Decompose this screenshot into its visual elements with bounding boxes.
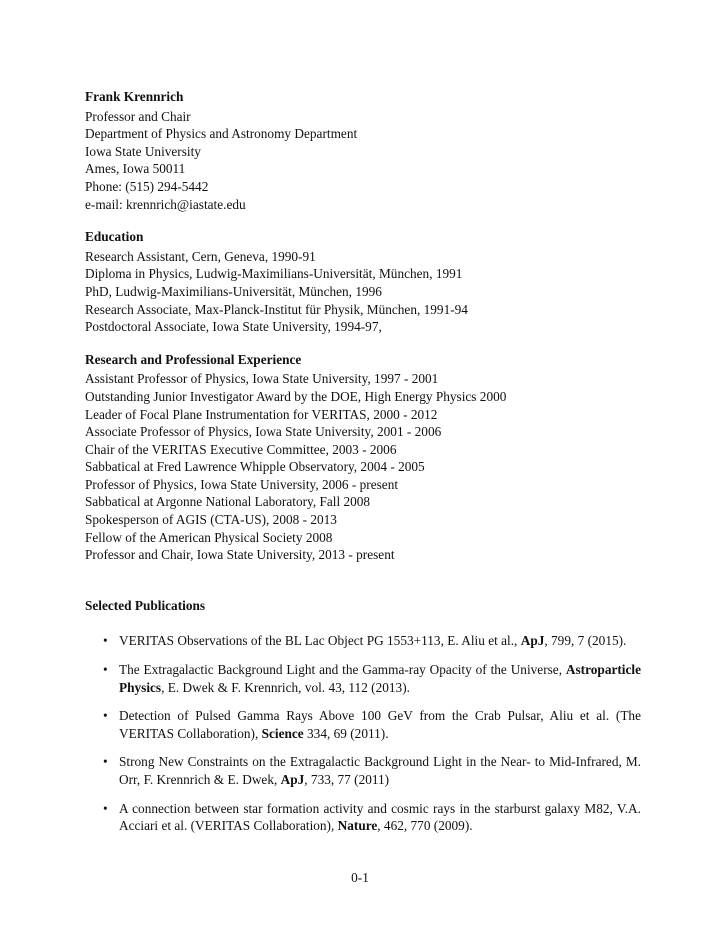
experience-item: Leader of Focal Plane Instrumentation for VERITAS, 2000 - 2012 <box>85 406 438 422</box>
publication-text: Detection of Pulsed Gamma Rays Above 100 GeV from the Crab Pulsar, Aliu et al. (The VERITAS Collaboration), <box>119 708 641 741</box>
publications-heading: Selected Publications <box>85 597 206 613</box>
education-item: Diploma in Physics, Ludwig-Maximilians-Universität, München, 1991 <box>85 266 463 282</box>
experience-item: Sabbatical at Argonne National Laboratory, Fall 2008 <box>85 494 371 510</box>
publication-journal: Science <box>261 725 304 741</box>
publication-item <box>85 753 641 788</box>
publication-text: VERITAS Observations of the BL Lac Object PG 1553+113, E. Aliu et al., <box>119 633 521 649</box>
education-section <box>85 228 641 336</box>
experience-item: Outstanding Junior Investigator Award by the DOE, High Energy Physics 2000 <box>85 388 507 404</box>
publication-text: , 462, 770 (2009). <box>377 818 473 834</box>
publication-text: , E. Dwek & F. Krennrich, vol. 43, 112 (2013). <box>161 679 410 695</box>
contact-line: Iowa State University <box>85 143 201 159</box>
publication-item <box>85 707 641 742</box>
experience-item: Sabbatical at Fred Lawrence Whipple Observatory, 2004 - 2005 <box>85 459 425 475</box>
contact-block <box>85 88 641 213</box>
education-item: Research Assistant, Cern, Geneva, 1990-91 <box>85 248 316 264</box>
publication-text: 334, 69 (2011). <box>303 725 389 741</box>
experience-heading: Research and Professional Experience <box>85 351 302 367</box>
experience-section <box>85 351 641 564</box>
publication-list <box>85 632 641 834</box>
contact-email: e-mail: krennrich@iastate.edu <box>85 196 246 212</box>
publication-text: , 799, 7 (2015). <box>544 633 627 649</box>
page-number: 0-1 <box>351 870 369 885</box>
bullet-icon: • <box>103 754 108 770</box>
cv-page <box>85 88 641 846</box>
publication-journal: ApJ <box>280 772 305 787</box>
publication-journal: ApJ <box>520 633 545 649</box>
experience-item: Associate Professor of Physics, Iowa State University, 2001 - 2006 <box>85 424 442 440</box>
education-item: Postdoctoral Associate, Iowa State University, 1994-97, <box>85 319 382 335</box>
publication-text: The Extragalactic Background Light and the Gamma-ray Opacity of the Universe, <box>119 662 566 678</box>
bullet-icon: • <box>103 800 108 816</box>
publication-item <box>85 800 641 835</box>
experience-item: Professor of Physics, Iowa State University, 2006 - present <box>85 476 399 492</box>
bullet-icon: • <box>103 662 108 678</box>
person-name: Frank Krennrich <box>85 89 184 104</box>
experience-item: Assistant Professor of Physics, Iowa State University, 1997 - 2001 <box>85 371 439 387</box>
experience-item: Professor and Chair, Iowa State University, 2013 - present <box>85 547 395 563</box>
publication-item <box>85 632 641 650</box>
contact-line: Ames, Iowa 50011 <box>85 161 186 177</box>
publication-journal: Nature <box>337 818 378 834</box>
education-item: PhD, Ludwig-Maximilians-Universität, München, 1996 <box>85 283 382 299</box>
experience-item: Fellow of the American Physical Society 2008 <box>85 529 333 545</box>
education-heading: Education <box>85 229 144 245</box>
publication-text: Strong New Constraints on the Extragalactic Background Light in the Near- to Mid-Infrared, M. Orr, F. Krennrich & E. Dwek, <box>119 754 641 787</box>
publications-section <box>85 597 641 835</box>
contact-line: Department of Physics and Astronomy Department <box>85 126 358 142</box>
bullet-icon: • <box>103 708 108 724</box>
education-item: Research Associate, Max-Planck-Institut für Physik, München, 1991-94 <box>85 301 468 317</box>
publication-text: , 733, 77 (2011) <box>304 772 390 787</box>
experience-item: Chair of the VERITAS Executive Committee, 2003 - 2006 <box>85 441 397 457</box>
publication-item <box>85 661 641 696</box>
publication-text: A connection between star formation activity and cosmic rays in the starburst galaxy M82, V.A. Acciari et al. (VERITAS Collaboration), <box>119 800 641 834</box>
contact-line: Professor and Chair <box>85 108 191 124</box>
bullet-icon: • <box>103 633 108 649</box>
experience-item: Spokesperson of AGIS (CTA-US), 2008 - 2013 <box>85 512 337 528</box>
contact-line: Phone: (515) 294-5442 <box>85 178 209 194</box>
publication-journal: Astroparticle Physics <box>119 662 641 695</box>
